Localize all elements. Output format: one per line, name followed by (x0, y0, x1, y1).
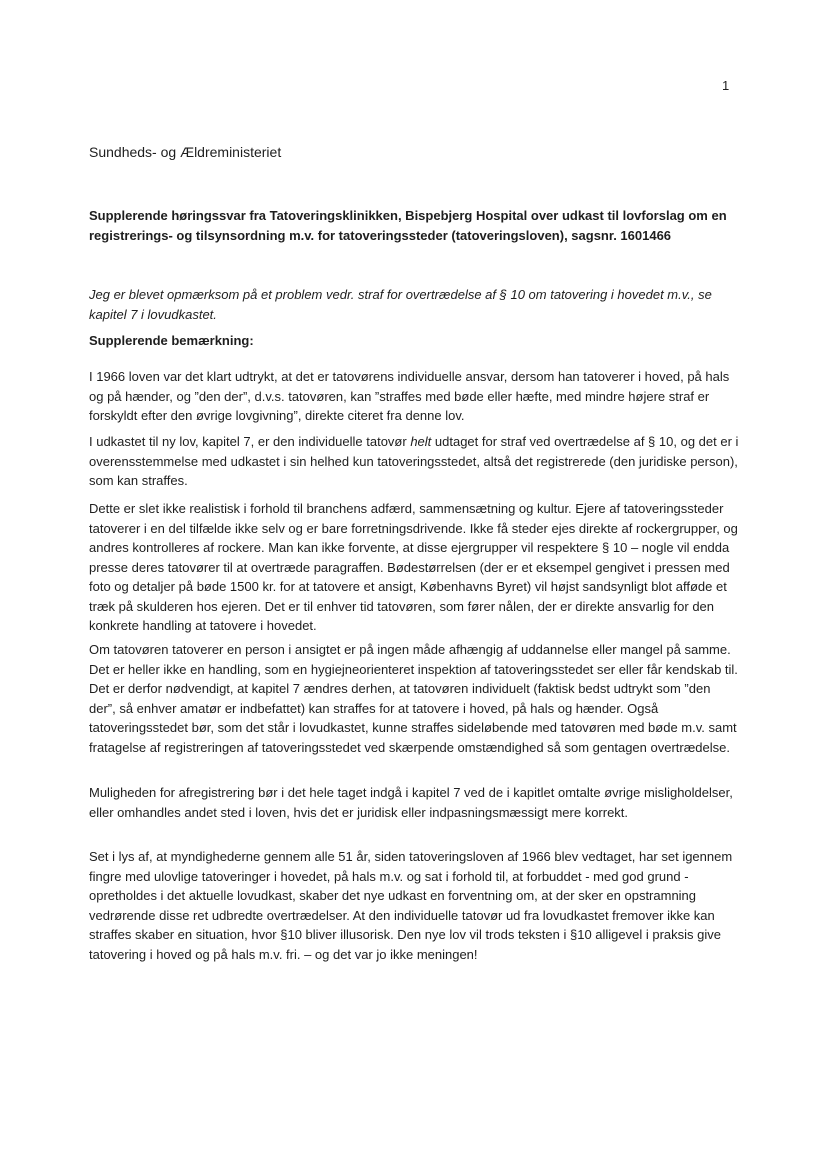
paragraph-3: Dette er slet ikke realistisk i forhold til branchens adfærd, sammensætning og kultur. Ejere af tatoveringssteder tatoverer i en del tilfælde ikke selv og er bare forretningsdrivende. Ikke få steder ejes direkte af rockergrupper, og andres kontrolleres af rockere. Man kan ikke forvente, at disse ejergrupper vil respektere § 10 – nogle vil endda presse deres tatovører til at overtræde paragraffen. Bødestørrelsen (der er et eksempel gengivet i pressen med foto og detaljer på bøde 1500 kr. for at tatovere et ansigt, Københavns Byret) vil højst sandsynligt blot afføde et træk på skulderen hos ejeren. Det er til enhver tid tatovøren, som fører nålen, der er direkte ansvarlig for den konkrete handling at tatovere i hovedet. (89, 501, 738, 633)
section-heading: Supplerende bemærkning: (89, 333, 254, 348)
paragraph-2 (89, 432, 739, 491)
paragraph-1: I 1966 loven var det klart udtrykt, at det er tatovørens individuelle ansvar, dersom han tatoverer i hoved, på hals og på hænder, og ”den der”, d.v.s. tatovøren, kan ”straffes med bøde eller hæfte, med mindre højere straf er forskyldt efter den øvrige lovgivning”, direkte citeret fra denne lov. (89, 369, 730, 423)
intro-statement: Jeg er blevet opmærksom på et problem vedr. straf for overtrædelse af § 10 om tatovering i hovedet m.v., se kapitel 7 i lovudkastet. (89, 287, 712, 322)
page-number: 1 (722, 78, 730, 93)
paragraph-2-text-end: udtaget for straf ved overtrædelse af § 10, og det er i overensstemmelse med udkastet i sin helhed kun tatoveringsstedet, altså det registrerede (den juridiske person), som kan straffes. (89, 434, 739, 488)
paragraph-5: Muligheden for afregistrering bør i det hele taget indgå i kapitel 7 ved de i kapitlet omtalte øvrige misligholdelser, eller omhandles andet sted i loven, hvis det er juridisk eller indpasningsmæssigt mere korrekt. (89, 785, 733, 820)
paragraph-4: Om tatovøren tatoverer en person i ansigtet er på ingen måde afhængig af uddannelse eller mangel på samme. Det er heller ikke en handling, som en hygiejneorienteret inspektion af tatoveringsstedet ser eller får kendskab til. Det er derfor nødvendigt, at kapitel 7 ændres derhen, at tatovøren individuelt (faktisk bedst udtrykt som ”den der”, så enhver amatør er indbefattet) kan straffes for at tatovere i hoved, på hals og hænder. Også tatoveringsstedet bør, som det står i lovudkastet, kunne straffes sideløbende med tatovøren med bøde m.v. samt fratagelse af registreringen af tatoveringsstedet ved skærpende omstændighed så som gentagen overtrædelse. (89, 642, 738, 755)
recipient-ministry: Sundheds- og Ældreministeriet (89, 144, 282, 160)
paragraph-2-emphasis: helt (410, 434, 432, 449)
paragraph-6: Set i lys af, at myndighederne gennem alle 51 år, siden tatoveringsloven af 1966 blev vedtaget, har set igennem fingre med ulovlige tatoveringer i hovedet, på hals m.v. og sat i forhold til, at forbuddet - med god grund - opretholdes i det aktuelle lovudkast, skaber det nye udkast en forventning om, at der sker en opstramning vedrørende disse ret udbredte overtrædelser. At den individuelle tatovør ud fra lovudkastet fremover ikke kan straffes skaber en situation, hvor §10 bliver illusorisk. Den nye lov vil trods teksten i §10 alligevel i praksis give tatovering i hoved og på hals m.v. fri. – og det var jo ikke meningen! (89, 849, 733, 962)
document-subject: Supplerende høringssvar fra Tatoveringsklinikken, Bispebjerg Hospital over udkast til lovforslag om en registrerings- og tilsynsordning m.v. for tatoveringssteder (tatoveringsloven), sagsnr. 1601466 (89, 208, 727, 243)
paragraph-2-text-start: I udkastet til ny lov, kapitel 7, er den individuelle tatovør (89, 434, 411, 449)
